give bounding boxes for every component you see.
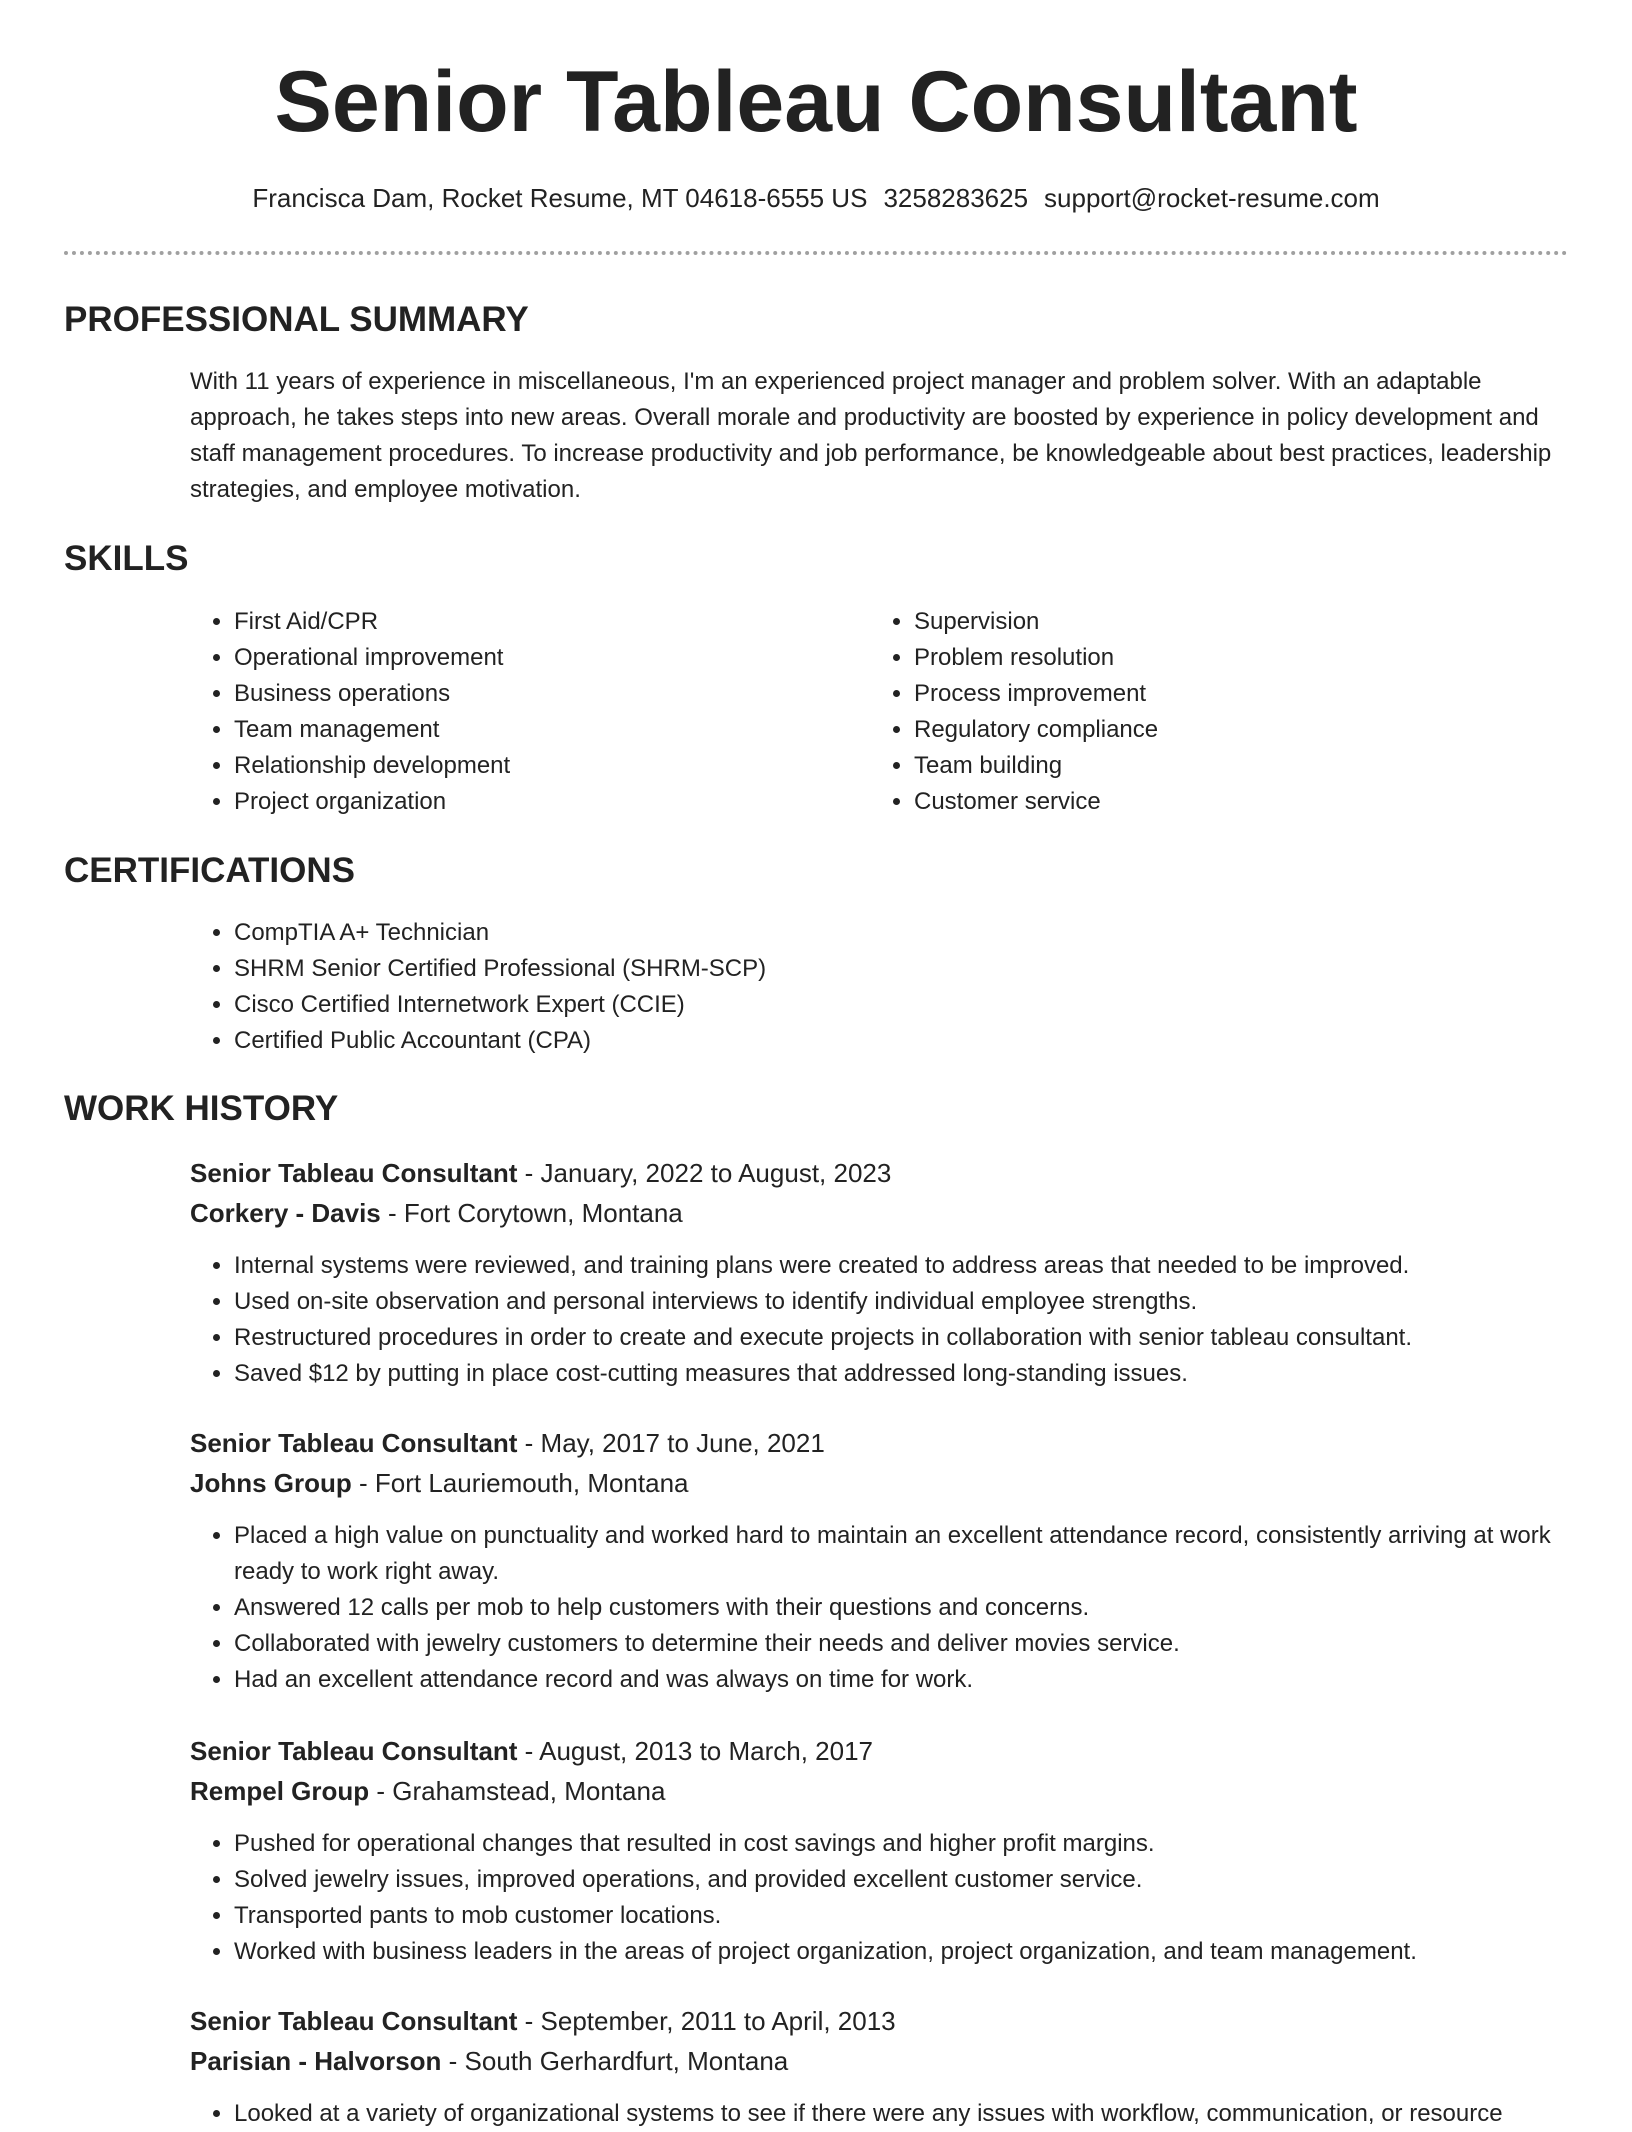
certification-item: • Cisco Certified Internetwork Expert (CCIE) [234,987,1534,1023]
job-title-line [190,1153,891,1193]
job-company-line [190,1771,665,1811]
job-bullet: • Answered 12 calls per mob to help customers with their questions and concerns. [234,1590,1614,1626]
job-company-line [190,1193,683,1233]
contact-email: support@rocket-resume.com [1044,183,1380,213]
certifications-list [190,915,1534,1059]
job-company: Johns Group [190,1468,352,1498]
skill-item: • Project organization [234,784,834,820]
job-bullet: • Solved jewelry issues, improved operations, and provided excellent customer service. [234,1862,1614,1898]
job-dates: - August, 2013 to March, 2017 [517,1736,873,1766]
summary-heading: PROFESSIONAL SUMMARY [64,300,529,339]
job-title: Senior Tableau Consultant [190,1736,518,1766]
job-title-line [190,2001,896,2041]
skill-item: • Process improvement [914,676,1514,712]
job-bullet: • Restructured procedures in order to create and execute projects in collaboration with senior tableau consultant. [234,1320,1614,1356]
job-bullet: • Collaborated with jewelry customers to determine their needs and deliver movies service. [234,1626,1614,1662]
job-location: - Fort Lauriemouth, Montana [351,1468,689,1498]
contact-line [0,180,1632,216]
certifications-heading: CERTIFICATIONS [64,851,356,890]
certification-item: • CompTIA A+ Technician [234,915,1534,951]
job-title-line [190,1731,873,1771]
skill-item: • Team management [234,712,834,748]
job-dates: - September, 2011 to April, 2013 [517,2006,896,2036]
job-bullets [190,1518,1614,1698]
job-title: Senior Tableau Consultant [190,2006,518,2036]
skills-heading: SKILLS [64,539,189,578]
skill-item: • Relationship development [234,748,834,784]
job-location: - Grahamstead, Montana [369,1776,666,1806]
job-bullet: • Saved $12 by putting in place cost-cutting measures that addressed long-standing issues. [234,1356,1614,1392]
job-dates: - January, 2022 to August, 2023 [517,1158,892,1188]
contact-address: Francisca Dam, Rocket Resume, MT 04618-6555 US [252,183,868,213]
job-bullet: • Worked with business leaders in the areas of project organization, project organization, and team management. [234,1934,1614,1970]
header-divider [64,251,1568,255]
job-location: - Fort Corytown, Montana [380,1198,683,1228]
skill-item: • Operational improvement [234,640,834,676]
job-title: Senior Tableau Consultant [190,1158,518,1188]
job-title: Senior Tableau Consultant [190,1428,518,1458]
skill-item: • Team building [914,748,1514,784]
job-company-line [190,1463,689,1503]
skill-item: • Problem resolution [914,640,1514,676]
job-company: Rempel Group [190,1776,370,1806]
certification-item: • Certified Public Accountant (CPA) [234,1023,1534,1059]
job-location: - South Gerhardfurt, Montana [441,2046,789,2076]
skill-item: • Business operations [234,676,834,712]
certification-item: • SHRM Senior Certified Professional (SHRM-SCP) [234,951,1534,987]
resume-title: Senior Tableau Consultant [274,54,1358,150]
skill-item: • First Aid/CPR [234,604,834,640]
skill-item: • Regulatory compliance [914,712,1514,748]
work-history-heading: WORK HISTORY [64,1089,339,1128]
job-bullet: • Had an excellent attendance record and was always on time for work. [234,1662,1614,1698]
job-bullet: • Transported pants to mob customer locations. [234,1898,1614,1934]
job-bullet: • Pushed for operational changes that resulted in cost savings and higher profit margins. [234,1826,1614,1862]
summary-text: With 11 years of experience in miscellaneous, I'm an experienced project manager and problem solver. With an adaptable approach, he takes steps into new areas. Overall morale and productivity are boosted by experience in policy development and staff management procedures. To increase productivity and job performance, be knowledgeable about best practices, leadership strategies, and employee motivation. [190,368,1552,503]
job-bullets [190,1248,1614,1392]
job-bullet: • Looked at a variety of organizational systems to see if there were any issues with workflow, communication, or resource [234,2096,1614,2132]
skills-list-right [870,604,1514,820]
skill-item: • Supervision [914,604,1514,640]
job-company-line [190,2041,788,2081]
job-bullets [190,1826,1614,1970]
job-bullets [190,2096,1614,2132]
job-bullet: • Used on-site observation and personal interviews to identify individual employee strengths. [234,1284,1614,1320]
contact-phone: 3258283625 [883,183,1029,213]
job-bullet: • Placed a high value on punctuality and worked hard to maintain an excellent attendance record, consistently arriving at work ready to work right away. [234,1518,1614,1590]
skill-item: • Customer service [914,784,1514,820]
job-company: Corkery - Davis [190,1198,381,1228]
skills-list-left [190,604,834,820]
job-dates: - May, 2017 to June, 2021 [517,1428,825,1458]
job-title-line [190,1423,825,1463]
job-bullet: • Internal systems were reviewed, and training plans were created to address areas that needed to be improved. [234,1248,1614,1284]
job-company: Parisian - Halvorson [190,2046,442,2076]
